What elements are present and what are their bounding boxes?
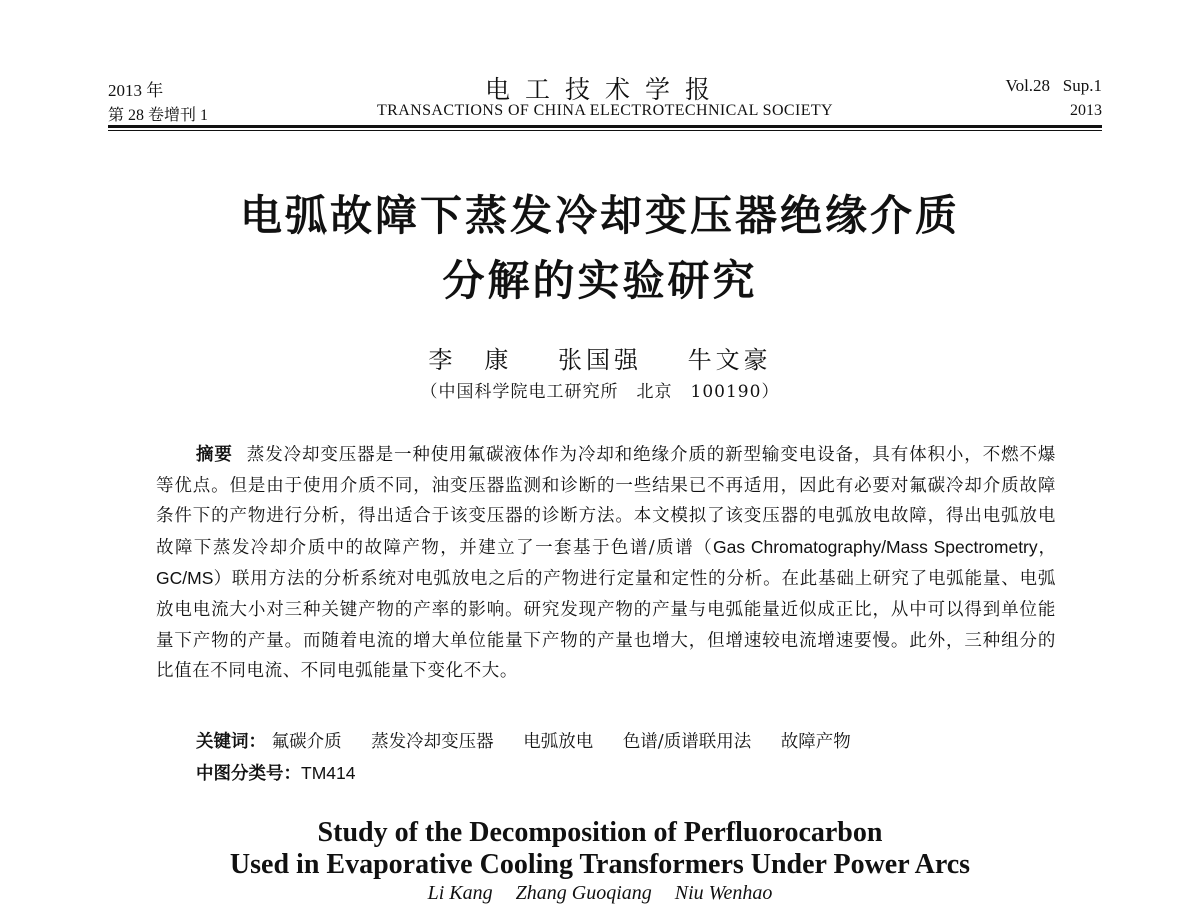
abstract-cn [156, 440, 1056, 687]
authors-cn [0, 340, 1200, 375]
header-rule-thick [108, 125, 1102, 128]
paper-title-en-line2: Used in Evaporative Cooling Transformers Under Power Arcs [229, 849, 971, 880]
classification-value: TM414 [301, 763, 356, 783]
keyword-item: 氟碳介质 [271, 732, 342, 752]
author-en: Niu Wenhao [674, 882, 773, 904]
paper-title-cn-line1: 电弧故障下蒸发冷却变压器绝缘介质 [239, 191, 960, 240]
abstract-text-latin: Gas Chromatography/Mass Spectrometry，GC/MS [156, 536, 1056, 589]
keyword-item: 蒸发冷却变压器 [371, 732, 494, 752]
keywords [196, 728, 875, 753]
paper-title-cn-line2: 分解的实验研究 [442, 256, 758, 305]
journal-title-cn: 电工技术学报 [484, 75, 725, 104]
header-volume-cn: 第 28 卷增刊 1 [108, 107, 209, 124]
abstract-text-part1: 蒸发冷却变压器是一种使用氟碳液体作为冷却和绝缘介质的新型输变电设备，具有体积小，不燃不爆等优点。但是由于使用介质不同，油变压器监测和诊断的一些结果已不再适用，因此有必要对氟碳冷却介质故障条件下的产物进行分析，得出适合于该变压器的诊断方法。本文模拟了该变压器的电弧放电故障，得出电弧放电故障下蒸发冷却介质中的故障产物，并建立了一套基于色谱/质谱（ [156, 445, 1056, 558]
header-volume: Vol.28 Sup.1 [1005, 76, 1102, 95]
author-cn: 牛文豪 [687, 346, 772, 374]
author-en: Li Kang [427, 882, 493, 904]
keyword-item: 电弧放电 [523, 732, 594, 752]
header-year-right: 2013 [1070, 102, 1102, 119]
author-cn: 张国强 [558, 346, 642, 374]
classification [196, 760, 355, 785]
keyword-item: 色谱/质谱联用法 [622, 732, 752, 752]
author-cn: 李 康 [428, 346, 513, 374]
author-en: Zhang Guoqiang [515, 882, 652, 904]
keywords-label: 关键词： [196, 732, 266, 752]
abstract-label: 摘要 [196, 445, 233, 465]
abstract-text-part2: ）联用方法的分析系统对电弧放电之后的产物进行定量和定性的分析。在此基础上研究了电弧能量、电弧放电电流大小对三种关键产物的产率的影响。研究发现产物的产量与电弧能量近似成正比，从中可以得到单位能量下产物的产量。而随着电流的增大单位能量下产物的产量也增大，但增速较电流增速要慢。此外，三种组分的比值在不同电流、不同电弧能量下变化不大。 [156, 569, 1056, 682]
keyword-item: 故障产物 [780, 732, 851, 752]
journal-title-en: TRANSACTIONS OF CHINA ELECTROTECHNICAL SOCIETY [376, 102, 834, 119]
affiliation-cn: （中国科学院电工研究所 北京 100190） [420, 382, 780, 402]
header-year: 2013 年 [108, 81, 164, 100]
header-rule-thin [108, 130, 1102, 131]
classification-label: 中图分类号： [196, 764, 301, 784]
paper-title-en-line1: Study of the Decomposition of Perfluorocarbon [317, 817, 883, 848]
authors-en [0, 882, 1200, 905]
